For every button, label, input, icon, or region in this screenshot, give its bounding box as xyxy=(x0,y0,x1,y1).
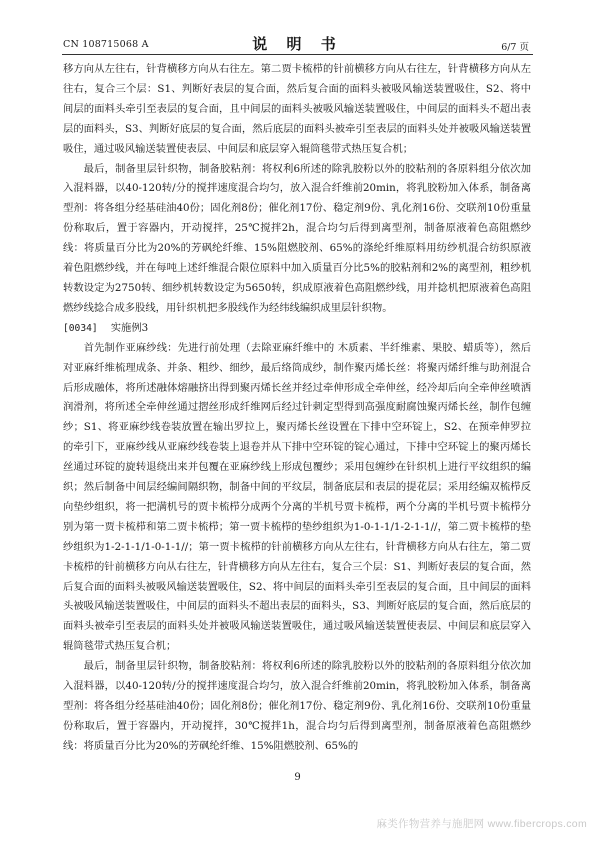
page-number: 9 xyxy=(294,772,301,783)
header-rule xyxy=(62,54,533,55)
patent-number: CN 108715068 A xyxy=(63,39,149,50)
document-title: 说 明 书 xyxy=(252,35,343,53)
document-body xyxy=(63,60,531,757)
paragraph: 最后，制备里层针织物，制备胶粘剂：将权利6所述的除乳胶粉以外的胶粘剂的各原料组分依次加入混料器，以40-120转/分的搅拌速度混合均匀，放入混合纤维前20min，将乳胶粉加入体系，制备离型剂：将各组分经基硅油40份；固化剂8份；催化剂17份、稳定剂9份、乳化剂16份、交联剂10份重量份称取后，置于容器内，开动搅拌，25℃搅拌2h，混合均匀后得到离型剂，制备原液着色高阻燃纱线：将质量百分比为20%的芳砜纶纤维、15%阻燃胶剂、65%的涤纶纤维原料用纺纱机混合纺织原液着色阻燃纱线，并在每吨上述纤维混合限位原料中加入质量百分比5%的胶粘剂和2%的离型剂，粗纱机转数设定为2750转、细纱机转数设定为5650转，织成原液着色高阻燃纱线，用并捻机把原液着色高阻燃纱线捻合成多股线，用针织机把多股线作为经纬线编织成里层针织物。 xyxy=(63,162,531,314)
paragraph: 最后，制备里层针织物，制备胶粘剂：将权利6所述的除乳胶粉以外的胶粘剂的各原料组分依次加入混料器，以40-120转/分的搅拌速度混合均匀，放入混合纤维前20min，将乳胶粉加入体系，制备离型剂：将各组分经基硅油40份；固化剂8份；催化剂17份、稳定剂9份、乳化剂16份、交联剂10份重量份称取后，置于容器内，开动搅拌，30℃搅拌1h，混合均匀后得到离型剂，制备原液着色高阻燃纱线：将质量百分比为20%的芳砜纶纤维、15%阻燃胶剂、65%的 xyxy=(63,660,531,752)
section-heading xyxy=(63,319,531,339)
page-info: 6/7 页 xyxy=(501,42,529,53)
section-title: 实施例3 xyxy=(110,321,149,334)
watermark: 麻类作物营养与施肥网 www.fibercrops.com xyxy=(376,818,587,830)
paragraph: 移方向从左往右，针背横移方向从右往左。第二贾卡梳栉的针前横移方向从右往左，针背横移方向从左往右，复合三个层：S1、判断好表层的复合面，然后复合面的面料头被吸风输送装置吸住，S2、将中间层的面料头牵引至表层的复合面，且中间层的面料头被吸风输送装置吸住，中间层的面料头不超出表层的面料头，S3、判断好底层的复合面，然后底层的面料头被牵引至表层的面料头处并被吸风输送装置吸住，通过吸风输送装置使表层、中间层和底层穿入辊筒毯带式热压复合机； xyxy=(63,63,531,155)
paragraph: 首先制作亚麻纱线：先进行前处理（去除亚麻纤维中的 木质素、半纤维素、果胶、蜡质等），然后对亚麻纤维梳理成条、并条、粗纱、细纱，最后络筒成纱，制作聚丙烯长丝：将聚丙烯纤维与助剂混合后形成融体，将所述融体熔融挤出得到聚丙烯长丝并经过牵伸形成全牵伸丝，经冷却后向全牵伸丝喷洒润滑剂，将所述全牵伸丝通过摺丝形成纤维网后经过针刺定型得到高强度耐腐蚀聚丙烯长丝，制作包缠纱；S1、将亚麻纱线卷装放置在输出罗拉上，聚丙烯长丝设置在下排中空环锭上，S2、在预牵伸罗拉的牵引下，亚麻纱线从亚麻纱线卷装上退卷并从下排中空环锭的锭心通过，下排中空环锭上的聚丙烯长丝通过环锭的旋转退绕出来并包覆在亚麻纱线上形成包覆纱；采用包缠纱在针织机上进行平纹组织的编织；然后制备中间层经编间隔织物，制备中间的平纹层，制备底层和表层的提花层；采用经编双梳栉反向垫纱组织，将一把满机号的贾卡梳栉分成两个分离的半机号贾卡梳栉，两个分离的半机号贾卡梳栉分别为第一贾卡梳栉和第二贾卡梳栉；第一贾卡梳栉的垫纱组织为1-0-1-1/1-2-1-1//，第二贾卡梳栉的垫纱组织为1-2-1-1/1-0-1-1//；第一贾卡梳栉的针前横移方向从左往右，针背横移方向从右往左，第二贾卡梳栉的针前横移方向从右往左，针背横移方向从左往右，复合三个层：S1、判断好表层的复合面，然后复合面的面料头被吸风输送装置吸住，S2、将中间层的面料头牵引至表层的复合面，且中间层的面料头被吸风输送装置吸住，中间层的面料头不超出表层的面料头，S3、判断好底层的复合面，然后底层的面料头被牵引至表层的面料头处并被吸风输送装置吸住，通过吸风输送装置使表层、中间层和底层穿入辊筒毯带式热压复合机； xyxy=(63,341,531,653)
page-header xyxy=(0,0,595,60)
paragraph-number: [0034] xyxy=(63,322,98,334)
